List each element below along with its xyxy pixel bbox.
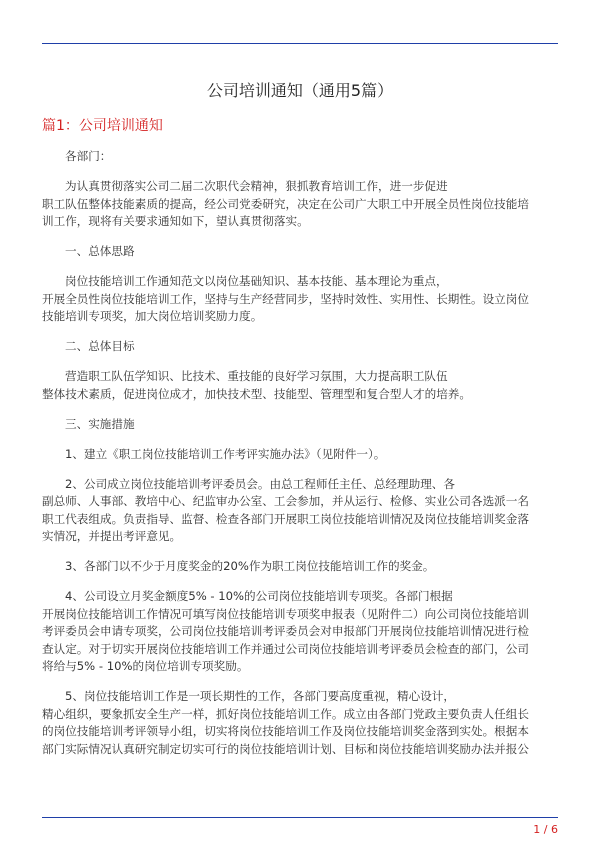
text-line: 部门实际情况认真研究制定切实可行的岗位技能培训计划、目标和岗位技能培训奖励办法并报公: [42, 741, 529, 756]
text-line: 职工代表组成。负责指导、监督、检查各部门开展职工岗位技能培训情况及岗位技能培训奖金落: [42, 511, 529, 526]
text-line: 3、各部门以不少于月度奖金的20%作为职工岗位技能培训工作的奖金。: [65, 559, 435, 573]
text-line: 职工队伍整体技能素质的提高，经公司党委研究，决定在公司广大职工中开展全员性岗位技能培: [42, 196, 529, 211]
text-line: 训工作，现将有关要求通知如下，望认真贯彻落实。: [42, 214, 309, 228]
text-line: 一、总体思路: [65, 244, 135, 258]
text-line: 精心组织，要象抓安全生产一样，抓好岗位技能培训工作。成立由各部门党政主要负责人任组长: [42, 706, 529, 721]
paragraph: [42, 273, 558, 326]
text-line: 2、公司成立岗位技能培训考评委员会。由总工程师任主任、总经理助理、各: [65, 476, 455, 491]
text-line: 技能培训专项奖，加大岗位培训奖励力度。: [42, 309, 263, 323]
paragraph: [42, 338, 558, 356]
text-line: 岗位技能培训工作通知范文以岗位基础知识、基本技能、基本理论为重点，: [65, 274, 448, 288]
text-line: 为认真贯彻落实公司二届二次职代会精神，狠抓教育培训工作，进一步促进: [65, 179, 448, 193]
header-rule: [42, 43, 558, 44]
text-line: 4、公司设立月奖金额度5% - 10%的公司岗位技能培训专项奖。各部门根据: [65, 589, 453, 603]
paragraph: [42, 688, 558, 758]
paragraph: [42, 178, 558, 231]
text-line: 1、建立《职工岗位技能培训工作考评实施办法》（见附件一）。: [65, 446, 386, 461]
document-body: [42, 148, 558, 771]
paragraph: [42, 243, 558, 261]
page-number: 1 / 6: [533, 823, 558, 836]
document-title: 公司培训通知（通用5篇）: [206, 81, 394, 100]
text-line: 三、实施措施: [65, 416, 135, 431]
text-line: 二、总体目标: [65, 339, 135, 353]
paragraph: [42, 476, 558, 546]
paragraph: [42, 148, 558, 166]
paragraph: [42, 368, 558, 403]
text-line: 开展全员性岗位技能培训工作，坚持与生产经营同步，坚持时效性、实用性、长期性。设立岗位: [42, 291, 529, 306]
paragraph: [42, 558, 558, 576]
text-line: 的岗位技能培训考评领导小组，切实将岗位技能培训工作及岗位技能培训奖金落到实处。根据本: [42, 724, 529, 738]
text-line: 实情况，并提出考评意见。: [42, 529, 182, 543]
text-line: 副总师、人事部、教培中心、纪监审办公室、工会参加，并从运行、检修、实业公司各选派一名: [42, 494, 529, 508]
text-line: 各部门：: [65, 149, 112, 163]
text-line: 营造职工队伍学知识、比技术、重技能的良好学习氛围，大力提高职工队伍: [65, 369, 448, 383]
text-line: 考评委员会申请专项奖，公司岗位技能培训考评委员会对申报部门开展岗位技能培训情况进行检: [42, 624, 529, 638]
text-line: 查认定。对于切实开展岗位技能培训工作并通过公司岗位技能培训考评委员会检查的部门，公司: [42, 641, 529, 656]
paragraph: [42, 588, 558, 676]
paragraph: [42, 416, 558, 434]
text-line: 整体技术素质，促进岗位成才，加快技术型、技能型、管理型和复合型人才的培养。: [42, 386, 471, 401]
text-line: 开展岗位技能培训工作情况可填写岗位技能培训专项奖申报表（见附件二）向公司岗位技能培训: [42, 606, 529, 621]
footer-rule: [42, 817, 558, 818]
section-heading: 篇1：公司培训通知: [42, 118, 163, 134]
paragraph: [42, 446, 558, 464]
text-line: 将给与5% - 10%的岗位培训专项奖励。: [42, 659, 249, 673]
text-line: 5、岗位技能培训工作是一项长期性的工作，各部门要高度重视，精心设计，: [65, 689, 455, 703]
